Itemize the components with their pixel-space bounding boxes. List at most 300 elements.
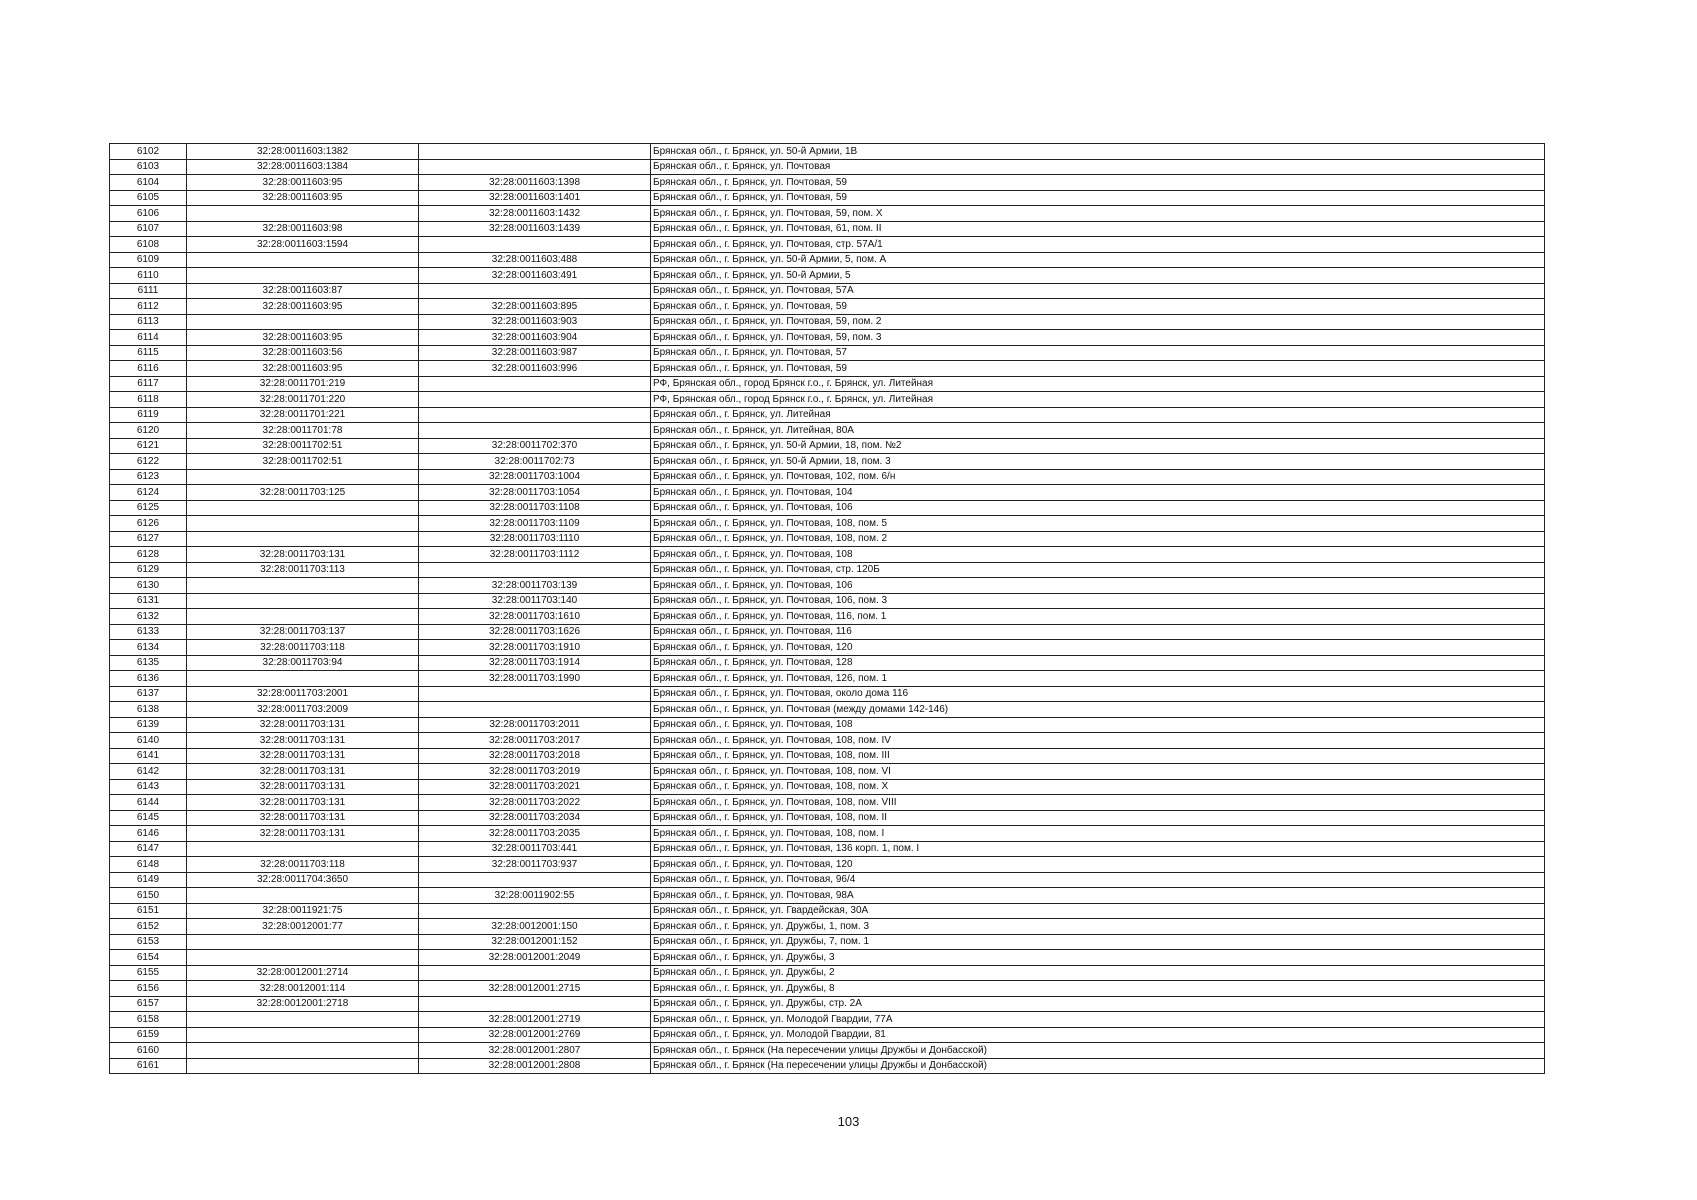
cadastral-number-cell: 32:28:0011703:1112: [419, 547, 651, 563]
parent-cadastral-number-cell: 32:28:0012001:77: [187, 919, 419, 935]
cadastral-number-cell: 32:28:0011702:370: [419, 438, 651, 454]
table-row: [110, 1043, 1545, 1059]
address-cell: Брянская обл., г. Брянск (На пересечении улицы Дружбы и Донбасской): [651, 1043, 1545, 1059]
parent-cadastral-number-cell: 32:28:0011603:95: [187, 299, 419, 315]
parent-cadastral-number-cell: 32:28:0012001:2718: [187, 996, 419, 1012]
address-cell: Брянская обл., г. Брянск, ул. Почтовая, 108, пом. VIII: [651, 795, 1545, 811]
row-number-cell: 6128: [110, 547, 187, 563]
cadastral-number-cell: 32:28:0011703:2022: [419, 795, 651, 811]
cadastral-number-cell: 32:28:0011703:2019: [419, 764, 651, 780]
address-cell: Брянская обл., г. Брянск, ул. Дружбы, 7, пом. 1: [651, 934, 1545, 950]
table-row: [110, 268, 1545, 284]
address-cell: Брянская обл., г. Брянск, ул. Молодой Гвардии, 81: [651, 1027, 1545, 1043]
cadastral-number-cell: 32:28:0011702:73: [419, 454, 651, 470]
table-row: [110, 345, 1545, 361]
row-number-cell: 6116: [110, 361, 187, 377]
row-number-cell: 6102: [110, 144, 187, 160]
row-number-cell: 6108: [110, 237, 187, 253]
cadastral-number-cell: 32:28:0011703:2017: [419, 733, 651, 749]
cadastral-number-cell: 32:28:0011703:2011: [419, 717, 651, 733]
table-row: [110, 578, 1545, 594]
parent-cadastral-number-cell: 32:28:0011603:1382: [187, 144, 419, 160]
row-number-cell: 6139: [110, 717, 187, 733]
parent-cadastral-number-cell: 32:28:0011603:95: [187, 361, 419, 377]
row-number-cell: 6103: [110, 159, 187, 175]
cadastral-number-cell: 32:28:0011703:441: [419, 841, 651, 857]
cadastral-number-cell: [419, 376, 651, 392]
table-row: [110, 531, 1545, 547]
cadastral-number-cell: 32:28:0011902:55: [419, 888, 651, 904]
parent-cadastral-number-cell: 32:28:0011703:131: [187, 779, 419, 795]
row-number-cell: 6144: [110, 795, 187, 811]
row-number-cell: 6118: [110, 392, 187, 408]
row-number-cell: 6120: [110, 423, 187, 439]
table-row: [110, 702, 1545, 718]
cadastral-number-cell: 32:28:0011703:1004: [419, 469, 651, 485]
parent-cadastral-number-cell: [187, 888, 419, 904]
table-row: [110, 655, 1545, 671]
parent-cadastral-number-cell: 32:28:0011603:95: [187, 330, 419, 346]
parent-cadastral-number-cell: [187, 1058, 419, 1074]
parent-cadastral-number-cell: 32:28:0011703:125: [187, 485, 419, 501]
table-row: [110, 407, 1545, 423]
table-row: [110, 857, 1545, 873]
parent-cadastral-number-cell: 32:28:0011703:118: [187, 857, 419, 873]
parent-cadastral-number-cell: 32:28:0011703:131: [187, 795, 419, 811]
address-cell: Брянская обл., г. Брянск, ул. Почтовая: [651, 159, 1545, 175]
table-row: [110, 361, 1545, 377]
parent-cadastral-number-cell: 32:28:0011603:98: [187, 221, 419, 237]
row-number-cell: 6110: [110, 268, 187, 284]
address-cell: РФ, Брянская обл., город Брянск г.о., г. Брянск, ул. Литейная: [651, 376, 1545, 392]
row-number-cell: 6105: [110, 190, 187, 206]
row-number-cell: 6112: [110, 299, 187, 315]
row-number-cell: 6107: [110, 221, 187, 237]
table-row: [110, 919, 1545, 935]
parent-cadastral-number-cell: 32:28:0011703:131: [187, 717, 419, 733]
table-row: [110, 485, 1545, 501]
cadastral-number-cell: 32:28:0011703:140: [419, 593, 651, 609]
row-number-cell: 6136: [110, 671, 187, 687]
address-cell: Брянская обл., г. Брянск, ул. Почтовая, 116, пом. 1: [651, 609, 1545, 625]
address-cell: Брянская обл., г. Брянск, ул. 50-й Армии, 5: [651, 268, 1545, 284]
parent-cadastral-number-cell: 32:28:0012001:114: [187, 981, 419, 997]
cadastral-number-cell: 32:28:0011603:996: [419, 361, 651, 377]
row-number-cell: 6154: [110, 950, 187, 966]
row-number-cell: 6143: [110, 779, 187, 795]
address-cell: Брянская обл., г. Брянск, ул. Почтовая, 106: [651, 500, 1545, 516]
table-row: [110, 686, 1545, 702]
address-cell: Брянская обл., г. Брянск, ул. Почтовая, 108, пом. IV: [651, 733, 1545, 749]
address-cell: Брянская обл., г. Брянск, ул. Почтовая, 57: [651, 345, 1545, 361]
cadastral-number-cell: 32:28:0012001:2769: [419, 1027, 651, 1043]
parent-cadastral-number-cell: [187, 1027, 419, 1043]
cadastral-number-cell: 32:28:0011603:488: [419, 252, 651, 268]
row-number-cell: 6153: [110, 934, 187, 950]
row-number-cell: 6119: [110, 407, 187, 423]
cadastral-number-cell: [419, 872, 651, 888]
address-cell: Брянская обл., г. Брянск, ул. Почтовая, 59, пом. X: [651, 206, 1545, 222]
table-row: [110, 500, 1545, 516]
address-cell: Брянская обл., г. Брянск, ул. Почтовая, 102, пом. 6/н: [651, 469, 1545, 485]
row-number-cell: 6121: [110, 438, 187, 454]
cadastral-number-cell: 32:28:0012001:2807: [419, 1043, 651, 1059]
address-cell: Брянская обл., г. Брянск, ул. 50-й Армии, 1В: [651, 144, 1545, 160]
cadastral-number-cell: [419, 144, 651, 160]
row-number-cell: 6133: [110, 624, 187, 640]
table-row: [110, 438, 1545, 454]
table-row: [110, 810, 1545, 826]
cadastral-number-cell: 32:28:0011603:1398: [419, 175, 651, 191]
table-row: [110, 888, 1545, 904]
parent-cadastral-number-cell: 32:28:0011702:51: [187, 438, 419, 454]
table-row: [110, 206, 1545, 222]
table-row: [110, 376, 1545, 392]
cadastral-number-cell: 32:28:0012001:2715: [419, 981, 651, 997]
address-cell: Брянская обл., г. Брянск, ул. Почтовая, стр. 120Б: [651, 562, 1545, 578]
address-cell: Брянская обл., г. Брянск, ул. Почтовая, 120: [651, 640, 1545, 656]
parent-cadastral-number-cell: 32:28:0011703:94: [187, 655, 419, 671]
table-row: [110, 562, 1545, 578]
table-row: [110, 1058, 1545, 1074]
parent-cadastral-number-cell: 32:28:0011603:87: [187, 283, 419, 299]
address-cell: Брянская обл., г. Брянск, ул. 50-й Армии, 18, пом. 3: [651, 454, 1545, 470]
cadastral-number-cell: [419, 159, 651, 175]
parent-cadastral-number-cell: [187, 516, 419, 532]
cadastral-number-cell: [419, 996, 651, 1012]
address-cell: Брянская обл., г. Брянск, ул. Почтовая, 106: [651, 578, 1545, 594]
cadastral-number-cell: 32:28:0011703:1108: [419, 500, 651, 516]
parent-cadastral-number-cell: 32:28:0011703:2009: [187, 702, 419, 718]
address-cell: Брянская обл., г. Брянск, ул. Почтовая, 108, пом. 2: [651, 531, 1545, 547]
address-cell: Брянская обл., г. Брянск, ул. Почтовая, 59: [651, 361, 1545, 377]
row-number-cell: 6157: [110, 996, 187, 1012]
address-cell: Брянская обл., г. Брянск, ул. Почтовая, 108, пом. VI: [651, 764, 1545, 780]
parent-cadastral-number-cell: [187, 500, 419, 516]
row-number-cell: 6125: [110, 500, 187, 516]
row-number-cell: 6145: [110, 810, 187, 826]
address-cell: Брянская обл., г. Брянск, ул. Почтовая, 61, пом. II: [651, 221, 1545, 237]
table-row: [110, 981, 1545, 997]
address-cell: РФ, Брянская обл., город Брянск г.о., г. Брянск, ул. Литейная: [651, 392, 1545, 408]
address-cell: Брянская обл., г. Брянск, ул. Почтовая, 96/4: [651, 872, 1545, 888]
table-row: [110, 640, 1545, 656]
cadastral-number-cell: [419, 392, 651, 408]
table-row: [110, 826, 1545, 842]
address-cell: Брянская обл., г. Брянск, ул. Почтовая, 57А: [651, 283, 1545, 299]
table-row: [110, 314, 1545, 330]
parent-cadastral-number-cell: 32:28:0011703:131: [187, 810, 419, 826]
parent-cadastral-number-cell: [187, 531, 419, 547]
table-row: [110, 547, 1545, 563]
address-cell: Брянская обл., г. Брянск, ул. Почтовая, 108, пом. X: [651, 779, 1545, 795]
parent-cadastral-number-cell: [187, 268, 419, 284]
address-cell: Брянская обл., г. Брянск, ул. Гвардейская, 30А: [651, 903, 1545, 919]
address-cell: Брянская обл., г. Брянск, ул. Почтовая, 108: [651, 717, 1545, 733]
row-number-cell: 6150: [110, 888, 187, 904]
address-cell: Брянская обл., г. Брянск, ул. Дружбы, 2: [651, 965, 1545, 981]
parent-cadastral-number-cell: 32:28:0011703:2001: [187, 686, 419, 702]
cadastral-number-cell: 32:28:0012001:2808: [419, 1058, 651, 1074]
row-number-cell: 6104: [110, 175, 187, 191]
address-cell: Брянская обл., г. Брянск, ул. Молодой Гвардии, 77А: [651, 1012, 1545, 1028]
row-number-cell: 6137: [110, 686, 187, 702]
table-row: [110, 872, 1545, 888]
address-cell: Брянская обл., г. Брянск, ул. Почтовая, 59, пом. 3: [651, 330, 1545, 346]
table-row: [110, 671, 1545, 687]
row-number-cell: 6140: [110, 733, 187, 749]
address-cell: Брянская обл., г. Брянск, ул. 50-й Армии, 5, пом. А: [651, 252, 1545, 268]
table-row: [110, 1012, 1545, 1028]
row-number-cell: 6131: [110, 593, 187, 609]
table-row: [110, 795, 1545, 811]
table-row: [110, 841, 1545, 857]
table-row: [110, 934, 1545, 950]
cadastral-number-cell: 32:28:0011703:1109: [419, 516, 651, 532]
address-cell: Брянская обл., г. Брянск, ул. Почтовая, 120: [651, 857, 1545, 873]
address-cell: Брянская обл., г. Брянск, ул. Почтовая, 126, пом. 1: [651, 671, 1545, 687]
address-cell: Брянская обл., г. Брянск, ул. Дружбы, 1, пом. 3: [651, 919, 1545, 935]
parent-cadastral-number-cell: [187, 841, 419, 857]
table-row: [110, 237, 1545, 253]
cadastral-number-cell: 32:28:0011703:937: [419, 857, 651, 873]
address-cell: Брянская обл., г. Брянск, ул. Литейная: [651, 407, 1545, 423]
table-row: [110, 717, 1545, 733]
parent-cadastral-number-cell: [187, 469, 419, 485]
cadastral-number-cell: [419, 903, 651, 919]
row-number-cell: 6135: [110, 655, 187, 671]
table-row: [110, 609, 1545, 625]
address-cell: Брянская обл., г. Брянск, ул. Почтовая, 128: [651, 655, 1545, 671]
table-row: [110, 764, 1545, 780]
table-row: [110, 299, 1545, 315]
cadastral-number-cell: 32:28:0011703:1110: [419, 531, 651, 547]
parent-cadastral-number-cell: 32:28:0011703:131: [187, 764, 419, 780]
parent-cadastral-number-cell: 32:28:0011702:51: [187, 454, 419, 470]
cadastral-number-cell: 32:28:0011603:1401: [419, 190, 651, 206]
cadastral-number-cell: 32:28:0011703:2018: [419, 748, 651, 764]
parent-cadastral-number-cell: 32:28:0011603:95: [187, 190, 419, 206]
cadastral-number-cell: 32:28:0011603:904: [419, 330, 651, 346]
parent-cadastral-number-cell: 32:28:0011703:113: [187, 562, 419, 578]
address-cell: Брянская обл., г. Брянск, ул. Почтовая, 59: [651, 299, 1545, 315]
table-row: [110, 175, 1545, 191]
address-cell: Брянская обл., г. Брянск, ул. Почтовая, около дома 116: [651, 686, 1545, 702]
cadastral-number-cell: 32:28:0012001:2719: [419, 1012, 651, 1028]
cadastral-number-cell: 32:28:0011703:2034: [419, 810, 651, 826]
parent-cadastral-number-cell: 32:28:0011701:220: [187, 392, 419, 408]
row-number-cell: 6138: [110, 702, 187, 718]
cadastral-number-cell: 32:28:0011603:1432: [419, 206, 651, 222]
row-number-cell: 6115: [110, 345, 187, 361]
table-row: [110, 159, 1545, 175]
cadastral-number-cell: 32:28:0011603:987: [419, 345, 651, 361]
parent-cadastral-number-cell: 32:28:0011701:78: [187, 423, 419, 439]
cadastral-number-cell: [419, 562, 651, 578]
row-number-cell: 6113: [110, 314, 187, 330]
cadastral-number-cell: 32:28:0011703:1990: [419, 671, 651, 687]
cadastral-number-cell: 32:28:0011603:1439: [419, 221, 651, 237]
address-cell: Брянская обл., г. Брянск, ул. Почтовая, 59: [651, 175, 1545, 191]
parent-cadastral-number-cell: [187, 1043, 419, 1059]
table-row: [110, 624, 1545, 640]
cadastral-number-cell: 32:28:0012001:2049: [419, 950, 651, 966]
row-number-cell: 6141: [110, 748, 187, 764]
page-number: 103: [837, 1114, 860, 1129]
table-row: [110, 733, 1545, 749]
row-number-cell: 6127: [110, 531, 187, 547]
parent-cadastral-number-cell: 32:28:0011603:1384: [187, 159, 419, 175]
address-cell: Брянская обл., г. Брянск, ул. Дружбы, 8: [651, 981, 1545, 997]
address-cell: Брянская обл., г. Брянск, ул. Почтовая, стр. 57А/1: [651, 237, 1545, 253]
row-number-cell: 6160: [110, 1043, 187, 1059]
cadastral-number-cell: [419, 283, 651, 299]
table-row: [110, 423, 1545, 439]
parent-cadastral-number-cell: [187, 671, 419, 687]
parent-cadastral-number-cell: 32:28:0011703:131: [187, 733, 419, 749]
row-number-cell: 6124: [110, 485, 187, 501]
cadastral-number-cell: 32:28:0011703:139: [419, 578, 651, 594]
address-cell: Брянская обл., г. Брянск, ул. Почтовая, 104: [651, 485, 1545, 501]
cadastral-number-cell: 32:28:0011603:491: [419, 268, 651, 284]
registry-table-body: [110, 144, 1545, 1074]
address-cell: Брянская обл., г. Брянск, ул. Почтовая (между домами 142-146): [651, 702, 1545, 718]
address-cell: Брянская обл., г. Брянск, ул. Почтовая, 59, пом. 2: [651, 314, 1545, 330]
row-number-cell: 6126: [110, 516, 187, 532]
parent-cadastral-number-cell: 32:28:0011603:1594: [187, 237, 419, 253]
address-cell: Брянская обл., г. Брянск, ул. Почтовая, 108, пом. I: [651, 826, 1545, 842]
table-row: [110, 748, 1545, 764]
cadastral-number-cell: [419, 686, 651, 702]
address-cell: Брянская обл., г. Брянск, ул. Почтовая, 108, пом. 5: [651, 516, 1545, 532]
table-row: [110, 996, 1545, 1012]
parent-cadastral-number-cell: 32:28:0011701:221: [187, 407, 419, 423]
parent-cadastral-number-cell: 32:28:0011701:219: [187, 376, 419, 392]
row-number-cell: 6109: [110, 252, 187, 268]
table-row: [110, 454, 1545, 470]
parent-cadastral-number-cell: [187, 609, 419, 625]
row-number-cell: 6151: [110, 903, 187, 919]
table-row: [110, 469, 1545, 485]
row-number-cell: 6129: [110, 562, 187, 578]
table-row: [110, 779, 1545, 795]
parent-cadastral-number-cell: 32:28:0011603:95: [187, 175, 419, 191]
cadastral-number-cell: 32:28:0011703:2035: [419, 826, 651, 842]
address-cell: Брянская обл., г. Брянск, ул. Почтовая, 106, пом. 3: [651, 593, 1545, 609]
row-number-cell: 6134: [110, 640, 187, 656]
parent-cadastral-number-cell: 32:28:0011703:137: [187, 624, 419, 640]
address-cell: Брянская обл., г. Брянск, ул. Почтовая, 108, пом. III: [651, 748, 1545, 764]
table-row: [110, 392, 1545, 408]
table-row: [110, 283, 1545, 299]
address-cell: Брянская обл., г. Брянск, ул. Почтовая, 108: [651, 547, 1545, 563]
parent-cadastral-number-cell: 32:28:0011603:56: [187, 345, 419, 361]
row-number-cell: 6117: [110, 376, 187, 392]
table-row: [110, 903, 1545, 919]
row-number-cell: 6106: [110, 206, 187, 222]
row-number-cell: 6156: [110, 981, 187, 997]
address-cell: Брянская обл., г. Брянск (На пересечении улицы Дружбы и Донбасской): [651, 1058, 1545, 1074]
parent-cadastral-number-cell: 32:28:0011703:131: [187, 748, 419, 764]
address-cell: Брянская обл., г. Брянск, ул. Почтовая, 116: [651, 624, 1545, 640]
cadastral-number-cell: 32:28:0011703:1914: [419, 655, 651, 671]
address-cell: Брянская обл., г. Брянск, ул. Почтовая, 98А: [651, 888, 1545, 904]
address-cell: Брянская обл., г. Брянск, ул. Почтовая, 59: [651, 190, 1545, 206]
row-number-cell: 6114: [110, 330, 187, 346]
row-number-cell: 6111: [110, 283, 187, 299]
cadastral-number-cell: [419, 965, 651, 981]
table-row: [110, 144, 1545, 160]
cadastral-number-cell: 32:28:0012001:152: [419, 934, 651, 950]
table-row: [110, 221, 1545, 237]
cadastral-number-cell: 32:28:0011603:903: [419, 314, 651, 330]
registry-table: [109, 143, 1545, 1074]
parent-cadastral-number-cell: [187, 206, 419, 222]
parent-cadastral-number-cell: [187, 593, 419, 609]
address-cell: Брянская обл., г. Брянск, ул. Почтовая, 136 корп. 1, пом. I: [651, 841, 1545, 857]
parent-cadastral-number-cell: 32:28:0011703:118: [187, 640, 419, 656]
address-cell: Брянская обл., г. Брянск, ул. Дружбы, 3: [651, 950, 1545, 966]
row-number-cell: 6123: [110, 469, 187, 485]
address-cell: Брянская обл., г. Брянск, ул. Дружбы, стр. 2А: [651, 996, 1545, 1012]
parent-cadastral-number-cell: [187, 252, 419, 268]
cadastral-number-cell: [419, 407, 651, 423]
row-number-cell: 6132: [110, 609, 187, 625]
parent-cadastral-number-cell: 32:28:0011704:3650: [187, 872, 419, 888]
parent-cadastral-number-cell: [187, 578, 419, 594]
parent-cadastral-number-cell: 32:28:0011703:131: [187, 547, 419, 563]
table-row: [110, 1027, 1545, 1043]
row-number-cell: 6148: [110, 857, 187, 873]
parent-cadastral-number-cell: 32:28:0011921:75: [187, 903, 419, 919]
row-number-cell: 6149: [110, 872, 187, 888]
table-row: [110, 330, 1545, 346]
cadastral-number-cell: 32:28:0012001:150: [419, 919, 651, 935]
parent-cadastral-number-cell: [187, 934, 419, 950]
cadastral-number-cell: [419, 237, 651, 253]
row-number-cell: 6159: [110, 1027, 187, 1043]
table-row: [110, 190, 1545, 206]
parent-cadastral-number-cell: [187, 314, 419, 330]
address-cell: Брянская обл., г. Брянск, ул. Литейная, 80А: [651, 423, 1545, 439]
row-number-cell: 6146: [110, 826, 187, 842]
address-cell: Брянская обл., г. Брянск, ул. Почтовая, 108, пом. II: [651, 810, 1545, 826]
row-number-cell: 6161: [110, 1058, 187, 1074]
cadastral-number-cell: 32:28:0011703:2021: [419, 779, 651, 795]
cadastral-number-cell: [419, 423, 651, 439]
row-number-cell: 6130: [110, 578, 187, 594]
parent-cadastral-number-cell: [187, 1012, 419, 1028]
row-number-cell: 6122: [110, 454, 187, 470]
parent-cadastral-number-cell: 32:28:0011703:131: [187, 826, 419, 842]
row-number-cell: 6155: [110, 965, 187, 981]
cadastral-number-cell: 32:28:0011703:1054: [419, 485, 651, 501]
row-number-cell: 6142: [110, 764, 187, 780]
row-number-cell: 6152: [110, 919, 187, 935]
cadastral-number-cell: 32:28:0011603:895: [419, 299, 651, 315]
row-number-cell: 6147: [110, 841, 187, 857]
cadastral-number-cell: 32:28:0011703:1610: [419, 609, 651, 625]
cadastral-number-cell: 32:28:0011703:1910: [419, 640, 651, 656]
table-row: [110, 252, 1545, 268]
table-row: [110, 950, 1545, 966]
cadastral-number-cell: 32:28:0011703:1626: [419, 624, 651, 640]
address-cell: Брянская обл., г. Брянск, ул. 50-й Армии, 18, пом. №2: [651, 438, 1545, 454]
row-number-cell: 6158: [110, 1012, 187, 1028]
cadastral-number-cell: [419, 702, 651, 718]
parent-cadastral-number-cell: [187, 950, 419, 966]
parent-cadastral-number-cell: 32:28:0012001:2714: [187, 965, 419, 981]
